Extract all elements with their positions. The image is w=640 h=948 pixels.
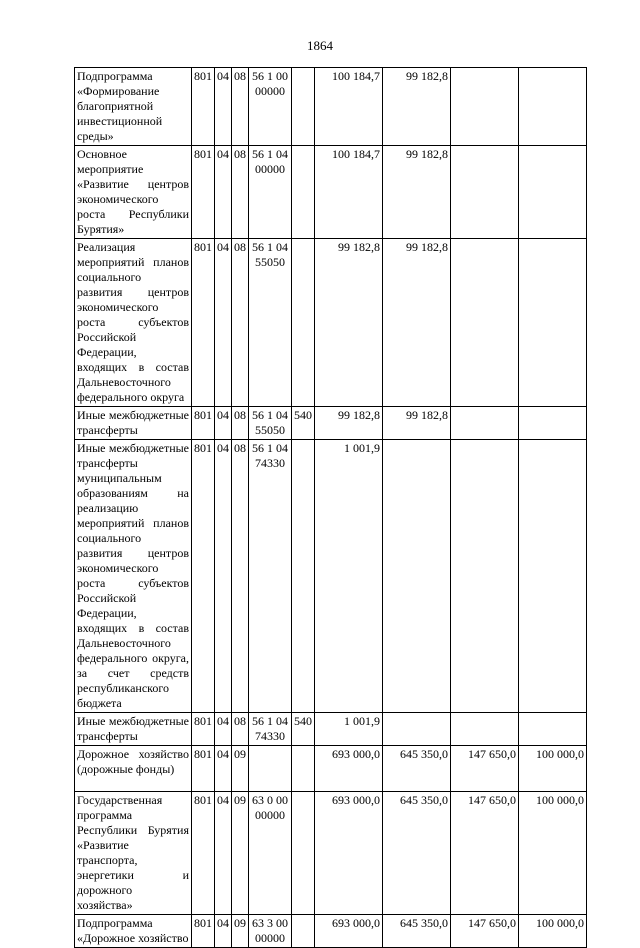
amount-4: 100 000,0 — [519, 792, 587, 915]
ministry-code: 801 — [192, 68, 215, 146]
expense-type-code: 540 — [292, 713, 315, 746]
target-code: 56 1 04 74330 — [249, 713, 292, 746]
row-name: Государственная программа Республики Бурятия «Развитие транспорта, энергетики и дорожного хозяйства» — [75, 792, 192, 915]
amount-3 — [451, 713, 519, 746]
amount-3: 147 650,0 — [451, 915, 519, 948]
ministry-code: 801 — [192, 792, 215, 915]
amount-3 — [451, 407, 519, 440]
table-row — [75, 440, 587, 713]
expense-type-code — [292, 68, 315, 146]
table-row — [75, 746, 587, 792]
amount-3: 147 650,0 — [451, 746, 519, 792]
ministry-code: 801 — [192, 146, 215, 239]
amount-1: 100 184,7 — [315, 68, 383, 146]
ministry-code: 801 — [192, 713, 215, 746]
row-name: Подпрограмма «Дорожное хозяйство — [75, 915, 192, 948]
row-name: Реализация мероприятий планов социального развития центров экономического роста субъектов Российской Федерации, входящих в состав Дальневосточного федерального округа — [75, 239, 192, 407]
table-row — [75, 68, 587, 146]
subsection-code: 09 — [232, 746, 249, 792]
table-row — [75, 713, 587, 746]
section-code: 04 — [215, 239, 232, 407]
expense-type-code: 540 — [292, 407, 315, 440]
budget-table — [74, 67, 587, 948]
table-row — [75, 407, 587, 440]
expense-type-code — [292, 792, 315, 915]
expense-type-code — [292, 746, 315, 792]
target-code: 56 1 04 55050 — [249, 407, 292, 440]
amount-4 — [519, 440, 587, 713]
section-code: 04 — [215, 792, 232, 915]
section-code: 04 — [215, 440, 232, 713]
row-name: Иные межбюджетные трансферты — [75, 713, 192, 746]
amount-3 — [451, 146, 519, 239]
subsection-code: 08 — [232, 440, 249, 713]
ministry-code: 801 — [192, 915, 215, 948]
target-code: 63 3 00 00000 — [249, 915, 292, 948]
subsection-code: 08 — [232, 407, 249, 440]
subsection-code: 08 — [232, 68, 249, 146]
amount-4 — [519, 713, 587, 746]
subsection-code: 09 — [232, 792, 249, 915]
target-code: 63 0 00 00000 — [249, 792, 292, 915]
amount-1: 100 184,7 — [315, 146, 383, 239]
target-code — [249, 746, 292, 792]
subsection-code: 09 — [232, 915, 249, 948]
subsection-code: 08 — [232, 146, 249, 239]
amount-1: 99 182,8 — [315, 407, 383, 440]
subsection-code: 08 — [232, 713, 249, 746]
ministry-code: 801 — [192, 746, 215, 792]
amount-3 — [451, 440, 519, 713]
target-code: 56 1 04 74330 — [249, 440, 292, 713]
amount-1: 693 000,0 — [315, 746, 383, 792]
section-code: 04 — [215, 407, 232, 440]
amount-2: 99 182,8 — [383, 146, 451, 239]
expense-type-code — [292, 146, 315, 239]
amount-3 — [451, 68, 519, 146]
ministry-code: 801 — [192, 239, 215, 407]
amount-1: 1 001,9 — [315, 440, 383, 713]
section-code: 04 — [215, 713, 232, 746]
amount-4: 100 000,0 — [519, 915, 587, 948]
table-row — [75, 792, 587, 915]
expense-type-code — [292, 440, 315, 713]
table-row — [75, 239, 587, 407]
amount-4 — [519, 239, 587, 407]
row-name: Подпрограмма «Формирование благоприятной инвестиционной среды» — [75, 68, 192, 146]
amount-2: 645 350,0 — [383, 915, 451, 948]
row-name: Иные межбюджетные трансферты муниципальным образованиям на реализацию мероприятий планов социального развития центров экономического роста субъектов Российской Федерации, входящих в состав Дальневосточного федерального округа, за счет средств республиканского бюджета — [75, 440, 192, 713]
amount-3 — [451, 239, 519, 407]
amount-2: 99 182,8 — [383, 68, 451, 146]
amount-2: 99 182,8 — [383, 239, 451, 407]
target-code: 56 1 00 00000 — [249, 68, 292, 146]
section-code: 04 — [215, 915, 232, 948]
amount-3: 147 650,0 — [451, 792, 519, 915]
table-row — [75, 915, 587, 948]
row-name: Иные межбюджетные трансферты — [75, 407, 192, 440]
amount-1: 693 000,0 — [315, 792, 383, 915]
section-code: 04 — [215, 746, 232, 792]
subsection-code: 08 — [232, 239, 249, 407]
ministry-code: 801 — [192, 407, 215, 440]
table-row — [75, 146, 587, 239]
target-code: 56 1 04 00000 — [249, 146, 292, 239]
amount-4: 100 000,0 — [519, 746, 587, 792]
expense-type-code — [292, 239, 315, 407]
row-name: Дорожное хозяйство (дорожные фонды) — [75, 746, 192, 792]
amount-2 — [383, 713, 451, 746]
amount-4 — [519, 68, 587, 146]
amount-2: 645 350,0 — [383, 746, 451, 792]
ministry-code: 801 — [192, 440, 215, 713]
amount-2: 99 182,8 — [383, 407, 451, 440]
amount-1: 99 182,8 — [315, 239, 383, 407]
amount-2 — [383, 440, 451, 713]
page-number: 1864 — [307, 38, 333, 53]
amount-2: 645 350,0 — [383, 792, 451, 915]
row-name: Основное мероприятие «Развитие центров экономического роста Республики Бурятия» — [75, 146, 192, 239]
section-code: 04 — [215, 68, 232, 146]
amount-1: 1 001,9 — [315, 713, 383, 746]
amount-4 — [519, 146, 587, 239]
amount-1: 693 000,0 — [315, 915, 383, 948]
target-code: 56 1 04 55050 — [249, 239, 292, 407]
amount-4 — [519, 407, 587, 440]
section-code: 04 — [215, 146, 232, 239]
expense-type-code — [292, 915, 315, 948]
